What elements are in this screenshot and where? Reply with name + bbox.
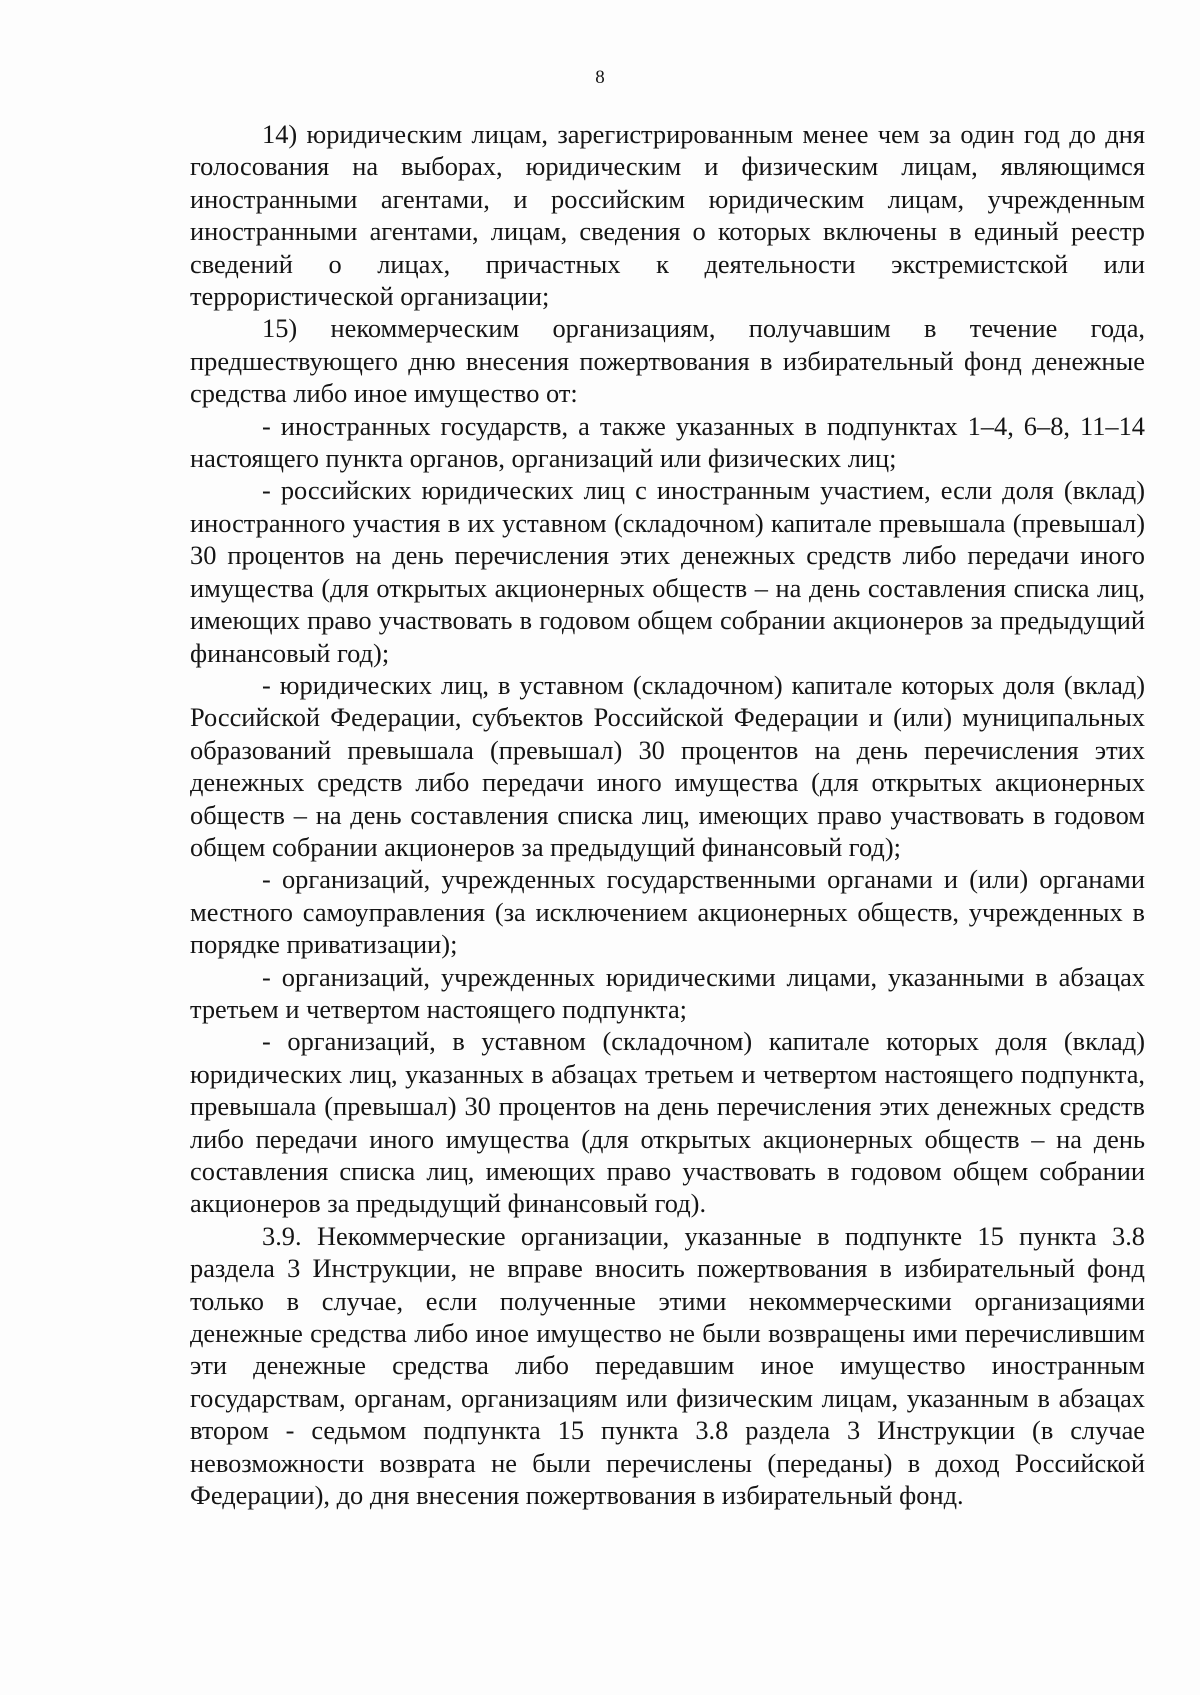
page-number: 8: [595, 67, 605, 88]
paragraph-subitem-15: 15) некоммерческим организациям, получавшим в течение года, предшествующего дню внесения пожертвования в избирательный фонд денежные средства либо иное имущество от:: [190, 313, 1145, 409]
paragraph-foreign-participation: - российских юридических лиц с иностранным участием, если доля (вклад) иностранного участия в их уставном (складочном) капитале превышала (превышал) 30 процентов на день перечисления этих денежных средств либо передачи иного имущества (для открытых акционерных обществ – на день составления списка лиц, имеющих право участвовать в годовом общем собрании акционеров за предыдущий финансовый год);: [190, 475, 1145, 668]
paragraph-orgs-founded-by-entities: - организаций, учрежденных юридическими лицами, указанными в абзацах третьем и четвертом настоящего подпункта;: [190, 961, 1145, 1024]
paragraph-foreign-states: - иностранных государств, а также указанных в подпунктах 1–4, 6–8, 11–14 настоящего пункта органов, организаций или физических лиц;: [190, 410, 1145, 474]
paragraph-state-founded-orgs: - организаций, учрежденных государственными органами и (или) органами местного самоуправления (за исключением акционерных обществ, учрежденных в порядке приватизации);: [190, 864, 1145, 960]
paragraph-subitem-14: 14) юридическим лицам, зарегистрированным менее чем за один год до дня голосования на выборах, юридическим и физическим лицам, являющимся иностранными агентами, и российским юридическим лицам, учрежденным иностранными агентами, лицам, сведения о которых включены в единый реестр сведений о лицах, причастных к деятельности экстремистской или террористической организации;: [190, 119, 1145, 312]
paragraph-state-share: - юридических лиц, в уставном (складочном) капитале которых доля (вклад) Российской Федерации, субъектов Российской Федерации и (или) муниципальных образований превышала (превышал) 30 процентов на день перечисления этих денежных средств либо передачи иного имущества (для открытых акционерных обществ – на день составления списка лиц, имеющих право участвовать в годовом общем собрании акционеров за предыдущий финансовый год);: [190, 669, 1145, 862]
paragraph-section-3-9: 3.9. Некоммерческие организации, указанные в подпункте 15 пункта 3.8 раздела 3 Инструкции, не вправе вносить пожертвования в избирательный фонд только в случае, если полученные этими некоммерческими организациями денежные средства либо иное имущество не были возвращены ими перечислившим эти денежные средства либо передавшим иное имущество иностранным государствам, органам, организациям или физическим лицам, указанным в абзацах втором - седьмом подпункта 15 пункта 3.8 раздела 3 Инструкции (в случае невозможности возврата не были перечислены (переданы) в доход Российской Федерации), до дня внесения пожертвования в избирательный фонд.: [190, 1220, 1145, 1511]
paragraph-orgs-share-of-entities: - организаций, в уставном (складочном) капитале которых доля (вклад) юридических лиц, указанных в абзацах третьем и четвертом настоящего подпункта, превышала (превышал) 30 процентов на день перечисления этих денежных средств либо передачи иного имущества (для открытых акционерных обществ – на день составления списка лиц, имеющих право участвовать в годовом общем собрании акционеров за предыдущий финансовый год).: [190, 1026, 1145, 1219]
document-body: [190, 118, 1145, 1511]
